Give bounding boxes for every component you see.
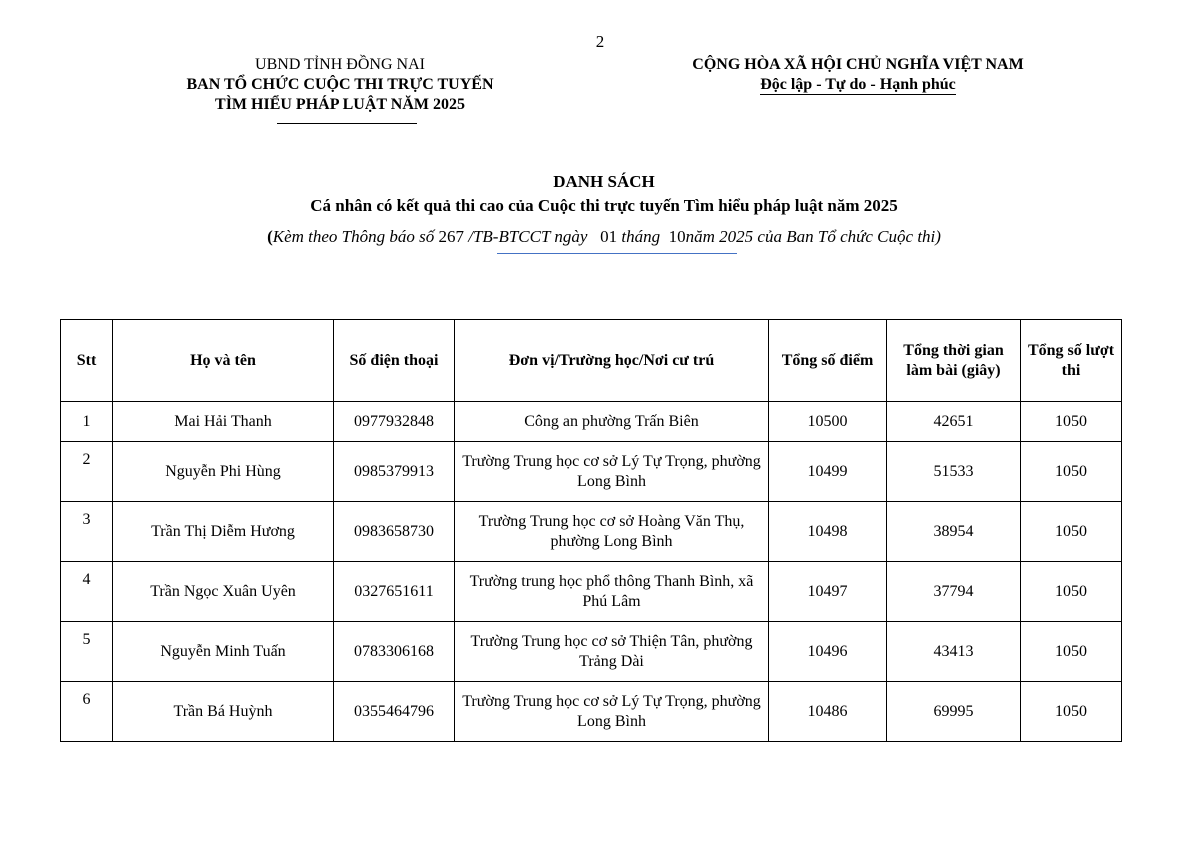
row-unit: Trường trung học phổ thông Thanh Bình, xã Phú Lâm [455, 562, 769, 622]
table-row [61, 682, 1122, 742]
row-stt: 1 [61, 402, 113, 442]
row-unit: Công an phường Trấn Biên [455, 402, 769, 442]
row-time: 43413 [887, 622, 1021, 682]
country-name: CỘNG HÒA XÃ HỘI CHỦ NGHĨA VIỆT NAM [692, 56, 1024, 73]
table-row [61, 402, 1122, 442]
notice-day: 01 [600, 227, 618, 246]
row-stt: 5 [61, 622, 113, 682]
row-attempts: 1050 [1021, 622, 1122, 682]
notice-number: 267 [438, 227, 464, 246]
row-name: Nguyễn Phi Hùng [113, 442, 334, 502]
row-name: Nguyễn Minh Tuấn [113, 622, 334, 682]
row-phone: 0355464796 [334, 682, 455, 742]
results-table [60, 319, 1122, 742]
row-unit: Trường Trung học cơ sở Thiện Tân, phường Trảng Dài [455, 622, 769, 682]
header-phone: Số điện thoại [334, 320, 455, 402]
header-unit: Đơn vị/Trường học/Nơi cư trú [455, 320, 769, 402]
agency-line-2: BAN TỔ CHỨC CUỘC THI TRỰC TUYẾN [186, 76, 494, 93]
note-text-2: /TB-BTCCT ngày [463, 227, 592, 246]
row-phone: 0977932848 [334, 402, 455, 442]
document-title: DANH SÁCH [553, 172, 655, 191]
divider [277, 123, 417, 124]
national-header [658, 55, 1058, 95]
row-score: 10499 [769, 442, 887, 502]
row-name: Trần Bá Huỳnh [113, 682, 334, 742]
row-score: 10500 [769, 402, 887, 442]
agency-line-1: UBND TỈNH ĐỒNG NAI [255, 56, 425, 73]
row-unit: Trường Trung học cơ sở Lý Tự Trọng, phường Long Bình [455, 442, 769, 502]
header-score: Tổng số điểm [769, 320, 887, 402]
row-time: 69995 [887, 682, 1021, 742]
table-row [61, 622, 1122, 682]
row-time: 38954 [887, 502, 1021, 562]
row-attempts: 1050 [1021, 402, 1122, 442]
note-paren: ( [267, 227, 273, 246]
row-stt: 6 [61, 682, 113, 742]
row-phone: 0327651611 [334, 562, 455, 622]
motto: Độc lập - Tự do - Hạnh phúc [760, 76, 956, 93]
row-phone: 0985379913 [334, 442, 455, 502]
page-number: 2 [595, 32, 605, 51]
row-attempts: 1050 [1021, 502, 1122, 562]
attachment-note [0, 227, 1200, 247]
row-stt: 2 [61, 442, 113, 502]
note-text-1: Kèm theo Thông báo số [272, 227, 439, 246]
row-unit: Trường Trung học cơ sở Lý Tự Trọng, phường Long Bình [455, 682, 769, 742]
header-time: Tổng thời gian làm bài (giây) [887, 320, 1021, 402]
row-name: Mai Hải Thanh [113, 402, 334, 442]
header-stt: Stt [61, 320, 113, 402]
row-score: 10496 [769, 622, 887, 682]
note-text-3: tháng [617, 227, 665, 246]
note-underline [497, 253, 737, 254]
row-time: 51533 [887, 442, 1021, 502]
row-stt: 3 [61, 502, 113, 562]
table-header-row [61, 320, 1122, 402]
row-name: Trần Ngọc Xuân Uyên [113, 562, 334, 622]
row-time: 42651 [887, 402, 1021, 442]
row-score: 10497 [769, 562, 887, 622]
table-row [61, 562, 1122, 622]
row-time: 37794 [887, 562, 1021, 622]
row-phone: 0783306168 [334, 622, 455, 682]
row-stt: 4 [61, 562, 113, 622]
note-text-4: năm 2025 của Ban Tổ chức Cuộc thi) [685, 227, 941, 246]
agency-line-3: TÌM HIỂU PHÁP LUẬT NĂM 2025 [215, 96, 465, 113]
header-attempts: Tổng số lượt thi [1021, 320, 1122, 402]
document-subtitle: Cá nhân có kết quả thi cao của Cuộc thi trực tuyến Tìm hiểu pháp luật năm 2025 [310, 196, 898, 215]
table-row [61, 502, 1122, 562]
header-name: Họ và tên [113, 320, 334, 402]
row-unit: Trường Trung học cơ sở Hoàng Văn Thụ, phường Long Bình [455, 502, 769, 562]
row-phone: 0983658730 [334, 502, 455, 562]
row-attempts: 1050 [1021, 442, 1122, 502]
issuing-agency [140, 55, 540, 115]
row-attempts: 1050 [1021, 682, 1122, 742]
notice-month: 10 [668, 227, 686, 246]
row-attempts: 1050 [1021, 562, 1122, 622]
row-score: 10486 [769, 682, 887, 742]
row-name: Trần Thị Diễm Hương [113, 502, 334, 562]
row-score: 10498 [769, 502, 887, 562]
table-row [61, 442, 1122, 502]
